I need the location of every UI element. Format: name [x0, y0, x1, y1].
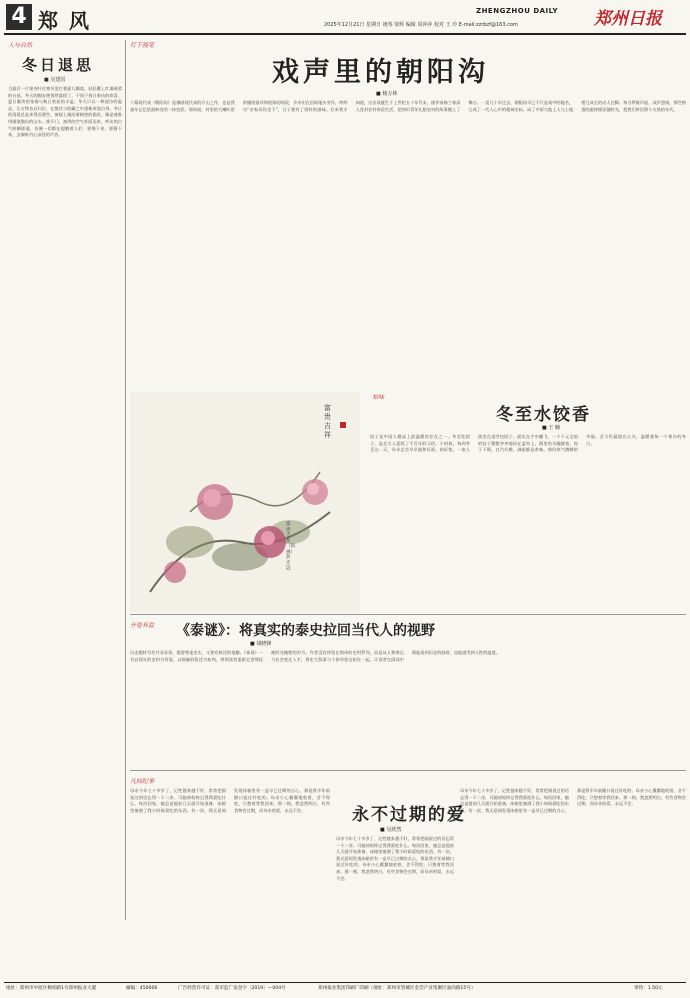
article-body-right: 母亲今年七十多岁了，记性越来越不好，常常把刚说过的话忘得一干二净，可她却始终记得我爱吃什么。每次回家，她总是提前几天就开始准备，冰箱里塞满了我小时候爱吃的东西。有一次，我无意间发现冰箱里有一盒早已过期的点心，那是我半年前随口说过好吃的。母亲小心翼翼地收着，舍不得吃，只想着等我回来。那一刻，我忽然明白，有些食物会过期，而母亲的爱，永远不会。 [460, 788, 686, 813]
article-title: 冬至水饺香 [496, 405, 591, 425]
column-tag: 灯下漫笔 [130, 42, 155, 49]
article-body: 饺子是中国人餐桌上最温暖的存在之一，冬至吃饺子，是北方人延续了千百年的习俗。小时候，每到冬至这一天，母亲总会早早地和好面，剁好馅，一家人围坐在桌旁包饺子。面皮在手中翻飞，一个个元宝似的饺子整整齐齐地码在盖帘上。锅里的水翻滚着，饺子下锅，白汽升腾，满屋都是香味。那份热气腾腾的幸福，至今仍萦绕在心头，温暖着每一个寒冷的冬日。 [370, 434, 686, 453]
masthead-rule [4, 33, 686, 35]
footer-rule [4, 982, 686, 983]
article-chaoyanggou [130, 40, 686, 390]
column-divider [125, 40, 126, 920]
column-tag: 人与自然 [8, 42, 33, 49]
article-body: 六幕现代戏《朝阳沟》是豫剧现代戏的开山之作，也是我童年记忆里最鲜亮的一抹色彩。那时候，村里的大喇叭常常播放银环和栓保的唱段，乡亲们在田间地头劳作，哼两句“亲家母你坐下”，日子便有了别样的滋味。后来我才知道，这出戏诞生于上世纪五十年代末，剧作家杨兰春深入登封农村体验生活，把知识青年扎根农村的故事搬上了舞台。一晃几十年过去，朝阳沟早已不只是戏中的地名，它成了一代人心中的精神坐标，成了中原大地上人与土地相互成全的动人注脚。每当锣鼓声起，戏声悠扬，那些熟悉的旋律便穿越时光，把我们带回那个火热的年代。 [130, 100, 686, 112]
column-tag: 凡间纪事 [130, 778, 155, 785]
article-love [130, 774, 686, 979]
article-title: 冬日退思 [22, 56, 95, 74]
article-body-left: 母亲今年七十多岁了，记性越来越不好，常常把刚说过的话忘得一干二净，可她却始终记得我爱吃什么。每次回家，她总是提前几天就开始准备，冰箱里塞满了我小时候爱吃的东西。有一次，我无意间发现冰箱里有一盒早已过期的点心，那是我半年前随口说过好吃的。母亲小心翼翼地收着，舍不得吃，只想着等我回来。那一刻，我忽然明白，有些食物会过期，而母亲的爱，永远不会。 [130, 788, 330, 813]
footer-address: 地址：郑州市中原区桐柏路1号郑州报业大厦 [6, 986, 97, 991]
column-tag: 开卷有益 [130, 622, 155, 629]
footer-price: 零售：1.50元 [634, 986, 663, 991]
painting-caption: 富贵吉祥（国画）彭光远 [286, 522, 295, 571]
footer-printer: 郑州报业集团印刷厂印刷（地址：郑州市管城区金岱产业集聚区嘉尚路15号） [318, 986, 476, 991]
footer-ad-license: 广告经营许可证：郑市监广发登字〔2019〕—004号 [178, 986, 286, 991]
issue-line: 2025年12月21日 星期日 统筹 徐辉 编辑 周萍萍 校对 王 玲 E-mail:zzrbzf@163.com [324, 22, 518, 28]
article-author: ■ 胡晓锋 [250, 641, 272, 647]
article-title: 《泰谜》：将真实的泰史拉回当代人的视野 [176, 623, 435, 639]
article-winter [8, 40, 122, 920]
article-author: ■ 杨万林 [376, 91, 398, 97]
article-body-center: 母亲今年七十多岁了，记性越来越不好，常常把刚说过的话忘得一干二净，可她却始终记得我爱吃什么。每次回家，她总是提前几天就开始准备，冰箱里塞满了我小时候爱吃的东西。有一次，我无意间发现冰箱里有一盒早已过期的点心，那是我半年前随口说过好吃的。母亲小心翼翼地收着，舍不得吃，只想着等我回来。那一刻，我忽然明白，有些食物会过期，而母亲的爱，永远不会。 [336, 836, 454, 881]
painting-inscription: 富贵吉祥 [324, 404, 331, 439]
paper-logo: 郑州日报 [594, 9, 662, 29]
article-dumplings [366, 392, 686, 614]
footer-postcode: 邮编：450006 [126, 986, 158, 991]
masthead [0, 0, 690, 36]
section-title: 郑 风 [38, 9, 91, 33]
footer [6, 985, 686, 995]
painting [130, 392, 360, 612]
page-number: 4 [6, 4, 32, 30]
paper-name-pinyin: ZHENGZHOU DAILY [476, 7, 559, 15]
section-divider [130, 614, 686, 615]
article-author: ■ 吴欣然 [380, 827, 402, 833]
article-title: 永不过期的爱 [352, 805, 466, 825]
article-author: ■ 王 楠 [542, 425, 560, 431]
article-title: 戏声里的朝阳沟 [272, 57, 489, 88]
section-divider [130, 770, 686, 771]
article-body: 当最后一片银杏叶在寒风里打着旋儿飘落，轻轻覆上红墙斑驳的台基，冬天的脚步便悄然落稳了。不同于春日萌动的欢喜、夏日繁茂的张扬与秋日收获的丰盈，冬天只以一种清冷的姿态，让万物各自归位，在蛰伏与收藏之中重新审视自身。冬日的清晨总是来得迟缓些，窗棂上凝结着细密的霜花，像是被谁用细笔描出的山水。推开门，凛冽的空气扑面而来，呼出的白气转瞬即逝，仿佛一切都在提醒着人们：要慢下来，要静下来，去倾听内心深处的声音。 [8, 86, 122, 138]
column-tag: 知味 [372, 394, 385, 401]
article-body: 历史题材写作并非易事，既要尊重史实，又要有鲜活的笔触。《泰谜》一书以翔实的史料为骨架，以细腻的叙述为血肉，带领读者重新走进那段被时光掩埋的岁月。作者没有停留在简单的史料罗列，而是从人物命运与社会变迁入手，将宏大叙事与个体经验交织在一起，让读者在阅读中既能看到历史的脉络，也能感受到人性的温度。 [130, 650, 500, 662]
article-author: ■ 吴建国 [44, 77, 66, 83]
article-book [130, 618, 686, 768]
